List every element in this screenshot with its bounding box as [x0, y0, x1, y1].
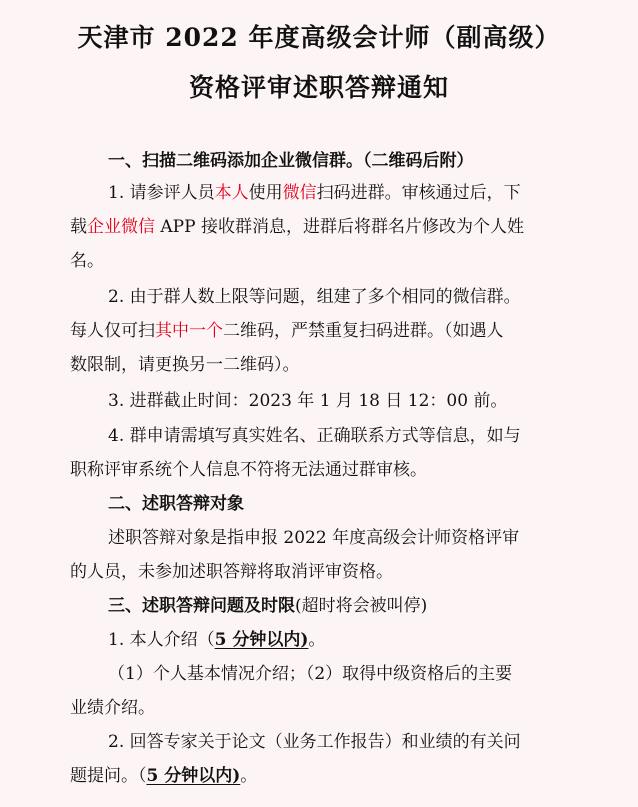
time-limit-text: 5 分钟以内)	[214, 630, 309, 650]
document-title-line1: 天津市 2022 年度高级会计师（副高级）	[77, 23, 561, 52]
highlight-text: 本人	[214, 183, 249, 203]
text-run: 。	[240, 766, 258, 786]
text-run: 1. 本人介绍（	[108, 630, 215, 650]
section1-p2-line2	[70, 318, 504, 344]
text-run: 题提问。（	[70, 766, 147, 786]
section1-p2-line3: 数限制，请更换另一二维码）。	[70, 355, 300, 375]
section3-p3-line1: 2. 回答专家关于论文（业务工作报告）和业绩的有关问	[108, 732, 521, 752]
section2-p1-line2: 的人员，未参加述职答辩将取消评审资格。	[70, 562, 393, 582]
section3-p2-line2: 业绩介绍。	[70, 698, 155, 718]
section3-p3-line2	[70, 763, 257, 789]
document-title-line2: 资格评审述职答辩通知	[188, 73, 449, 102]
highlight-text: 微信	[282, 183, 317, 203]
text-run: 1. 请参评人员	[108, 183, 215, 203]
section3-p1	[108, 627, 325, 653]
section1-p4-line1: 4. 群申请需填写真实姓名、正确联系方式等信息，如与	[108, 426, 521, 446]
section1-p1-line2	[70, 214, 524, 240]
section1-p3: 3. 进群截止时间：2023 年 1 月 18 日 12：00 前。	[108, 391, 508, 411]
time-limit-text: 5 分钟以内)	[146, 766, 241, 786]
text-run: 。	[308, 630, 326, 650]
section3-p2-line1: （1）个人基本情况介绍；（2）取得中级资格后的主要	[108, 664, 513, 684]
text-run: 扫码进群。审核通过后，下	[316, 183, 521, 203]
section3-heading: 三、述职答辩问题及时限	[108, 596, 295, 616]
text-run: 使用	[248, 183, 283, 203]
text-run: 二维码，严禁重复扫码进群。（如遇人	[223, 321, 504, 341]
text-run: 每人仅可扫	[70, 321, 155, 341]
section3-heading-row	[108, 593, 427, 619]
section1-p1-line1	[108, 180, 521, 206]
section1-heading: 一、扫描二维码添加企业微信群。（二维码后附）	[108, 151, 474, 171]
section2-p1-line1: 述职答辩对象是指申报 2022 年度高级会计师资格评审	[108, 528, 520, 548]
section1-p4-line2: 职称评审系统个人信息不符将无法通过群审核。	[70, 460, 427, 480]
section2-heading: 二、述职答辩对象	[108, 494, 244, 514]
section3-heading-note: (超时将会被叫停)	[295, 596, 428, 616]
highlight-text: 其中一个	[155, 321, 223, 341]
highlight-text: 企业微信	[87, 217, 155, 237]
section1-p1-line3: 名。	[70, 251, 104, 271]
text-run: APP 接收群消息，进群后将群名片修改为个人姓	[155, 217, 524, 237]
section1-p2-line1: 2. 由于群人数上限等问题，组建了多个相同的微信群。	[108, 287, 521, 307]
text-run: 载	[70, 217, 87, 237]
